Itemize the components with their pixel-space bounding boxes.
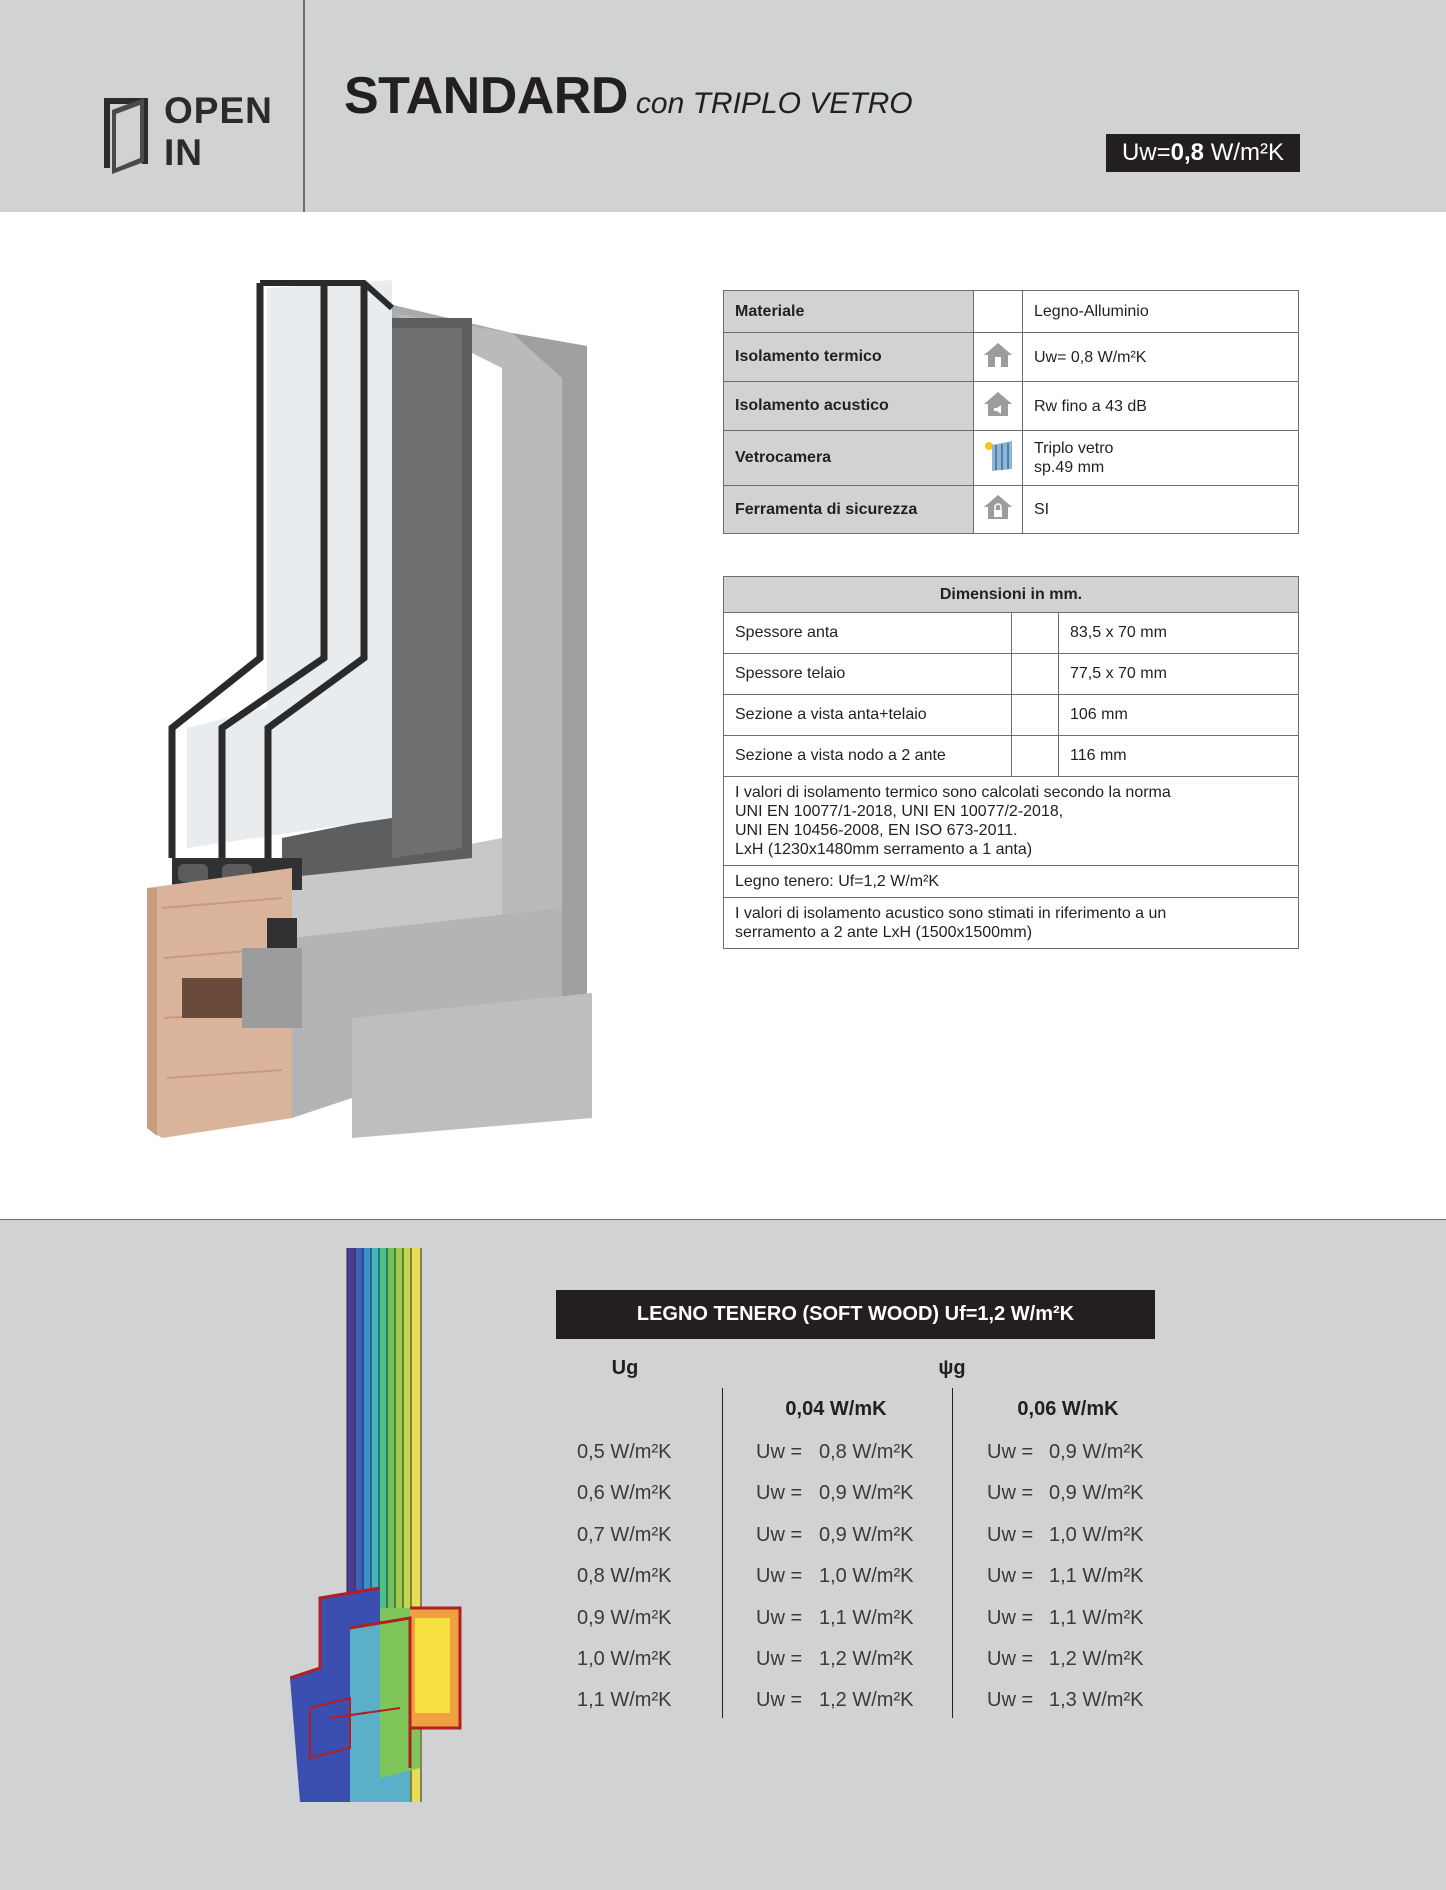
note-line: I valori di isolamento termico sono calcolati secondo la norma [735,784,1171,801]
uw-label: Uw = [756,1565,803,1588]
ug-value: 0,7 W/m²K [577,1523,672,1546]
spec-label: Isolamento termico [724,333,974,382]
uw-table-title: LEGNO TENERO (SOFT WOOD) Uf=1,2 W/m²K [556,1290,1155,1339]
spec-icon-cell [974,291,1023,333]
uw-value-006: 0,9 W/m²K [1049,1441,1144,1463]
uw-label: Uw = [987,1606,1034,1629]
note-line: UNI EN 10077/1-2018, UNI EN 10077/2-2018, [735,803,1064,820]
spec-label: Isolamento acustico [724,382,974,431]
dimension-value: 83,5 x 70 mm [1059,613,1299,654]
uw-value-006: 0,9 W/m²K [1049,1482,1144,1505]
dimension-value: 106 mm [1059,695,1299,736]
window-profile-image [92,258,632,1176]
note-line: serramento a 2 ante LxH (1500x1500mm) [735,924,1033,941]
spec-value: SI [1023,486,1299,534]
page-title [344,66,913,126]
spec-value-line: Triplo vetro [1034,440,1114,457]
uw-value-004: 0,8 W/m²K [819,1441,914,1463]
spec-label: Ferramenta di sicurezza [724,486,974,534]
column-header-psi: ψg [938,1357,966,1379]
dimension-empty-cell [1012,613,1059,654]
spec-table [723,290,1299,534]
uw-table-row [560,1599,1180,1640]
uw-label: Uw = [756,1523,803,1546]
dimension-empty-cell [1012,695,1059,736]
uw-badge [1106,134,1300,172]
dimension-label: Sezione a vista anta+telaio [724,695,1012,736]
note-line: I valori di isolamento acustico sono stimati in riferimento a un [735,905,1167,922]
dimension-label: Sezione a vista nodo a 2 ante [724,736,1012,777]
uw-table-row [560,1557,1180,1598]
uw-value-004: 0,9 W/m²K [819,1482,914,1505]
dimension-value: 77,5 x 70 mm [1059,654,1299,695]
uw-table-row [560,1516,1180,1557]
house-thermal-icon [982,341,1014,369]
uw-label: Uw = [756,1482,803,1505]
dimension-label: Spessore telaio [724,654,1012,695]
dimensions-title: Dimensioni in mm. [724,577,1299,613]
dimension-value: 116 mm [1059,736,1299,777]
uw-label: Uw = [987,1523,1034,1546]
spec-row [724,486,1299,534]
dimension-row [724,654,1299,695]
ug-value: 0,9 W/m²K [577,1606,672,1629]
title-sub: con TRIPLO VETRO [635,87,913,120]
thermal-note [724,777,1299,866]
brand-line-1: OPEN [164,90,273,131]
uw-label: Uw = [756,1689,803,1712]
uw-value-004: 1,2 W/m²K [819,1647,914,1670]
uw-label: Uw = [987,1689,1034,1712]
uw-value-006: 1,0 W/m²K [1049,1523,1144,1546]
brand-logo [164,90,273,174]
spec-label: Materiale [724,291,974,333]
dimensions-header-row [724,577,1299,613]
uw-table-row [560,1433,1180,1474]
soft-wood-note: Legno tenero: Uf=1,2 W/m²K [724,866,1299,898]
spec-row [724,291,1299,333]
uw-table-row [560,1474,1180,1515]
spec-icon-cell [974,333,1023,382]
dimension-empty-cell [1012,736,1059,777]
spec-value-line: sp.49 mm [1034,459,1105,476]
dimension-label: Spessore anta [724,613,1012,654]
uw-value-004: 1,0 W/m²K [819,1565,914,1588]
uw-label: Uw = [987,1482,1034,1505]
spec-value: Legno-Alluminio [1023,291,1299,333]
note-line: LxH (1230x1480mm serramento a 1 anta) [735,841,1033,858]
dimension-row [724,736,1299,777]
uw-label: Uw = [987,1565,1034,1588]
uw-label: Uw = [756,1606,803,1629]
uw-label: Uw = [756,1647,803,1670]
spec-value: Uw= 0,8 W/m²K [1023,333,1299,382]
dimension-note-row [724,866,1299,898]
dimension-row [724,613,1299,654]
uw-badge-unit: W/m²K [1210,139,1285,166]
dimension-note-row [724,777,1299,866]
spec-row [724,431,1299,486]
dimension-note-row [724,898,1299,949]
spec-value [1023,431,1299,486]
spec-value: Rw fino a 43 dB [1023,382,1299,431]
ug-value: 0,5 W/m²K [577,1441,672,1463]
uw-label: Uw = [756,1441,803,1463]
thermal-simulation-image [290,1248,472,1802]
column-subheader-004: 0,04 W/mK [785,1398,887,1420]
spec-row [724,382,1299,431]
ug-value: 0,8 W/m²K [577,1565,672,1588]
ug-value: 0,6 W/m²K [577,1482,672,1505]
uw-value-004: 0,9 W/m²K [819,1523,914,1546]
uw-value-004: 1,2 W/m²K [819,1689,914,1712]
spec-icon-cell [974,431,1023,486]
uw-table-rows [560,1433,1180,1723]
spec-icon-cell [974,486,1023,534]
uw-badge-value: 0,8 [1170,139,1205,166]
uw-value-006: 1,1 W/m²K [1049,1606,1144,1629]
house-security-icon [982,493,1014,521]
note-line: UNI EN 10456-2008, EN ISO 673-2011. [735,822,1018,839]
title-main: STANDARD [344,67,628,125]
column-subheader-006: 0,06 W/mK [1017,1398,1119,1420]
spec-label: Vetrocamera [724,431,974,486]
dimensions-table [723,576,1299,949]
uw-value-006: 1,2 W/m²K [1049,1647,1144,1670]
column-header-ug: Ug [611,1357,639,1379]
uw-label: Uw = [987,1441,1034,1463]
brand-line-2: IN [164,132,203,173]
uw-value-006: 1,1 W/m²K [1049,1565,1144,1588]
uw-table-row [560,1640,1180,1681]
ug-value: 1,0 W/m²K [577,1647,672,1670]
uw-value-004: 1,1 W/m²K [819,1606,914,1629]
ug-value: 1,1 W/m²K [577,1689,672,1712]
house-acoustic-icon [982,390,1014,418]
uw-badge-prefix: Uw= [1121,139,1171,166]
dimension-row [724,695,1299,736]
door-open-in-icon [102,96,150,176]
uw-label: Uw = [987,1647,1034,1670]
spec-icon-cell [974,382,1023,431]
uw-table-row [560,1681,1180,1722]
acoustic-note [724,898,1299,949]
triple-glass-icon [982,439,1014,473]
uw-value-006: 1,3 W/m²K [1049,1689,1144,1712]
spec-row [724,333,1299,382]
header-divider [303,0,305,212]
dimension-empty-cell [1012,654,1059,695]
